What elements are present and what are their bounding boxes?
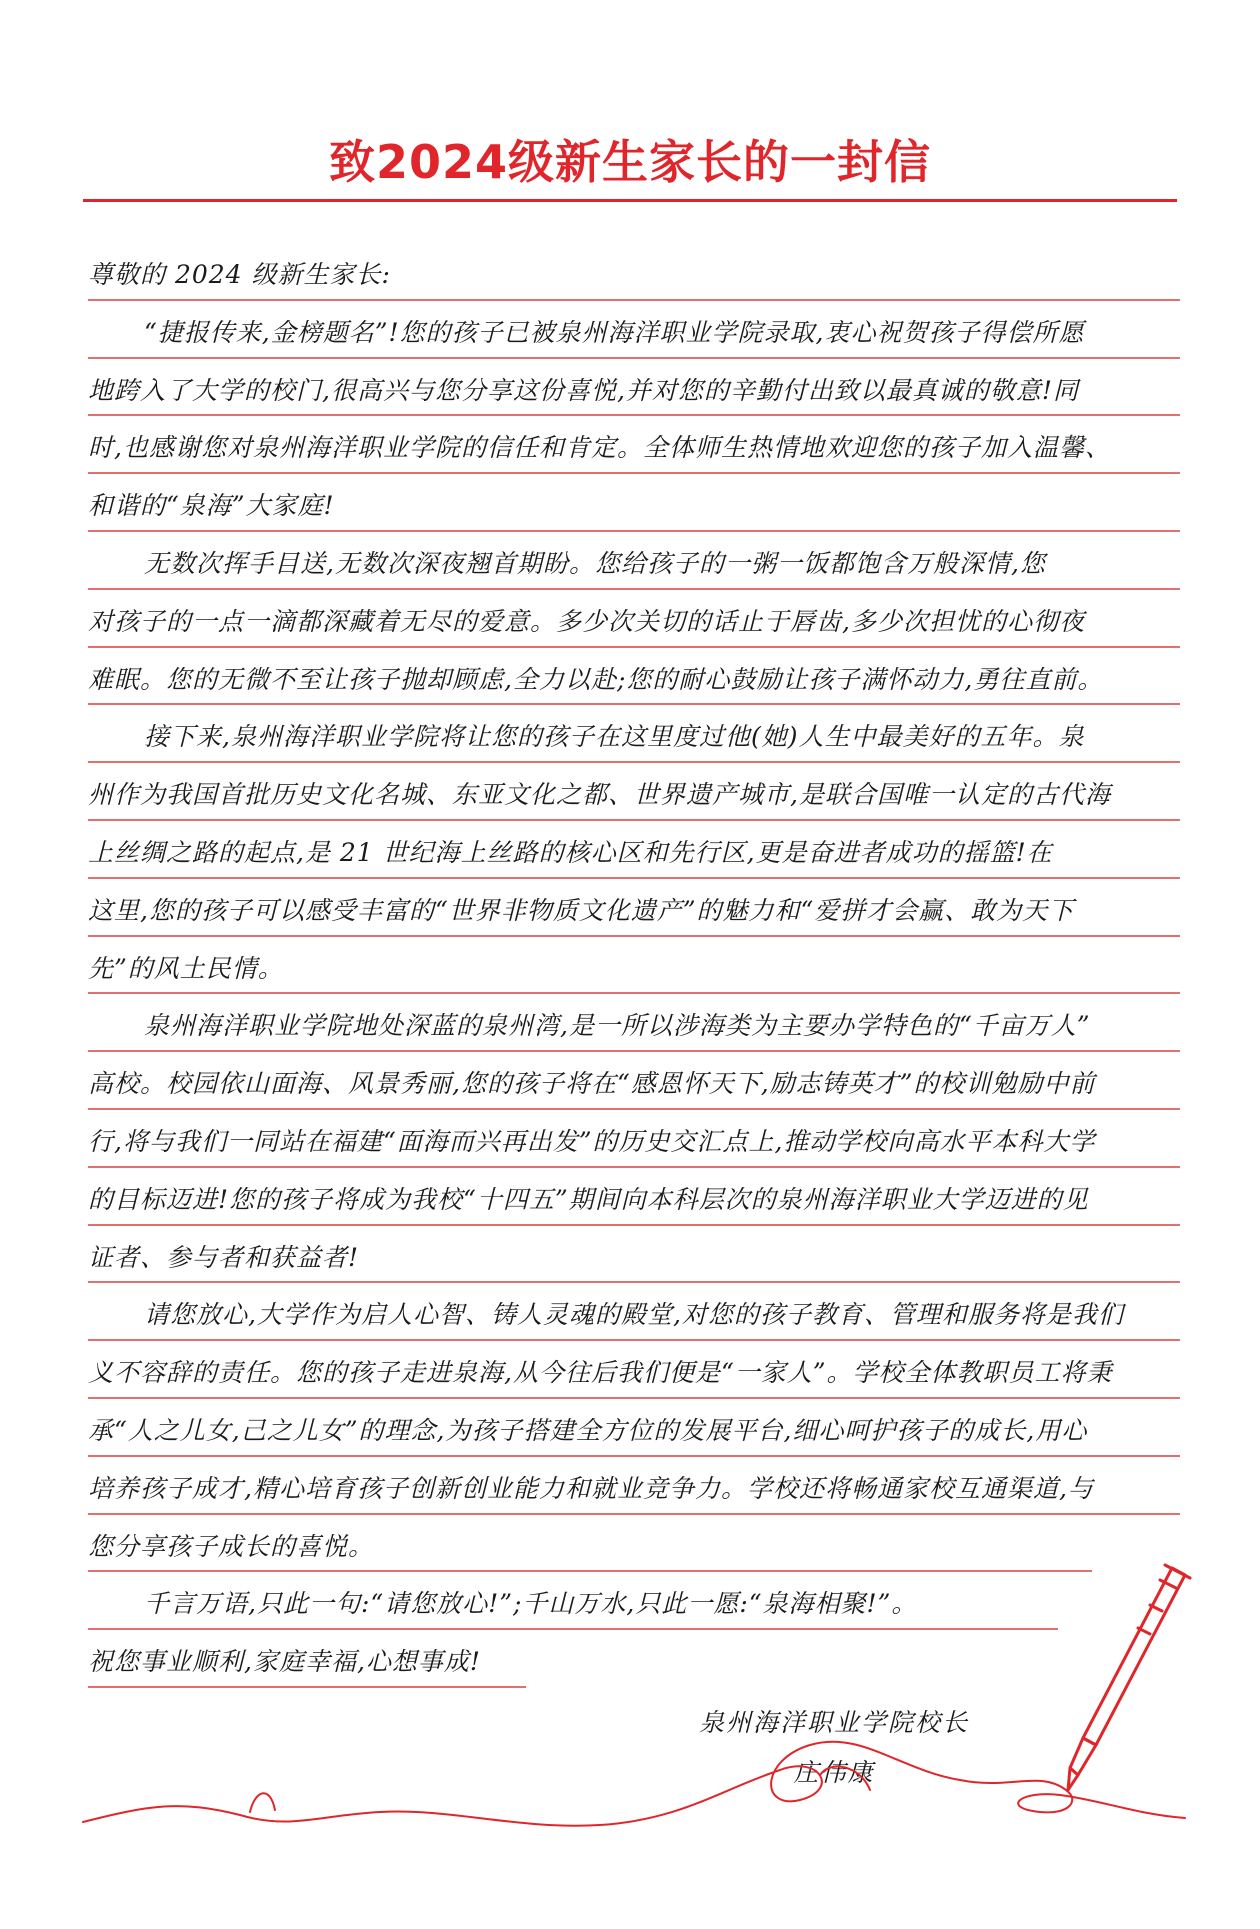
closing-line: 祝您事业顺利,家庭幸福,心想事成! (88, 1630, 526, 1688)
letter-line: 培养孩子成才,精心培育孩子创新创业能力和就业竞争力。学校还将畅通家校互通渠道,与 (88, 1457, 1180, 1515)
letter-line: 泉州海洋职业学院地处深蓝的泉州湾,是一所以涉海类为主要办学特色的“千亩万人” (88, 994, 1180, 1052)
letter-line: 承“人之儿女,己之儿女”的理念,为孩子搭建全方位的发展平台,细心呵护孩子的成长,用心 (88, 1399, 1180, 1457)
letter-line: 这里,您的孩子可以感受丰富的“世界非物质文化遗产”的魅力和“爱拼才会赢、敢为天下 (88, 879, 1180, 937)
letter-line: 和谐的“泉海”大家庭! (88, 474, 1180, 532)
letter-line: 证者、参与者和获益者! (88, 1226, 1180, 1284)
letter-line: “捷报传来,金榜题名”!您的孩子已被泉州海洋职业学院录取,衷心祝贺孩子得偿所愿 (88, 301, 1180, 359)
letter-line: 对孩子的一点一滴都深藏着无尽的爱意。多少次关切的话止于唇齿,多少次担忧的心彻夜 (88, 590, 1180, 648)
letter-line: 接下来,泉州海洋职业学院将让您的孩子在这里度过他(她)人生中最美好的五年。泉 (88, 705, 1180, 763)
letter-line: 州作为我国首批历史文化名城、东亚文化之都、世界遗产城市,是联合国唯一认定的古代海 (88, 763, 1180, 821)
letter-line: 时,也感谢您对泉州海洋职业学院的信任和肯定。全体师生热情地欢迎您的孩子加入温馨、 (88, 416, 1180, 474)
letter-line: 难眠。您的无微不至让孩子抛却顾虑,全力以赴;您的耐心鼓励让孩子满怀动力,勇往直前。 (88, 648, 1180, 706)
letter-line: 无数次挥手目送,无数次深夜翘首期盼。您给孩子的一粥一饭都饱含万般深情,您 (88, 532, 1180, 590)
letter-line: 请您放心,大学作为启人心智、铸人灵魂的殿堂,对您的孩子教育、管理和服务将是我们 (88, 1283, 1180, 1341)
letter-line: 地跨入了大学的校门,很高兴与您分享这份喜悦,并对您的辛勤付出致以最真诚的敬意!同 (88, 359, 1180, 417)
letter-line: 义不容辞的责任。您的孩子走进泉海,从今往后我们便是“一家人”。学校全体教职员工将秉 (88, 1341, 1180, 1399)
letter-body (88, 243, 1180, 1688)
title-rule (83, 199, 1177, 202)
letter-line: 高校。校园依山面海、风景秀丽,您的孩子将在“感恩怀天下,励志铸英才”的校训勉励中前 (88, 1052, 1180, 1110)
signature-block (684, 1698, 984, 1798)
letter-title: 致2024级新生家长的一封信 (328, 135, 932, 189)
signature-org: 泉州海洋职业学院校长 (698, 1708, 969, 1737)
letter-line: 千言万语,只此一句:“请您放心!”;千山万水,只此一愿:“泉海相聚!”。 (88, 1572, 1058, 1630)
letter-line: 先”的风土民情。 (88, 937, 1180, 995)
letter-line: 上丝绸之路的起点,是 21 世纪海上丝路的核心区和先行区,更是奋进者成功的摇篮!在 (88, 821, 1180, 879)
signature-name: 庄伟康 (793, 1758, 875, 1787)
letter-line: 的目标迈进!您的孩子将成为我校“十四五”期间向本科层次的泉州海洋职业大学迈进的见 (88, 1168, 1180, 1226)
letter-line: 您分享孩子成长的喜悦。 (88, 1515, 1092, 1573)
handwriting-flourish (83, 1742, 1185, 1826)
letter-line: 行,将与我们一同站在福建“面海而兴再出发”的历史交汇点上,推动学校向高水平本科大学 (88, 1110, 1180, 1168)
salutation: 尊敬的 2024 级新生家长: (88, 243, 1180, 301)
